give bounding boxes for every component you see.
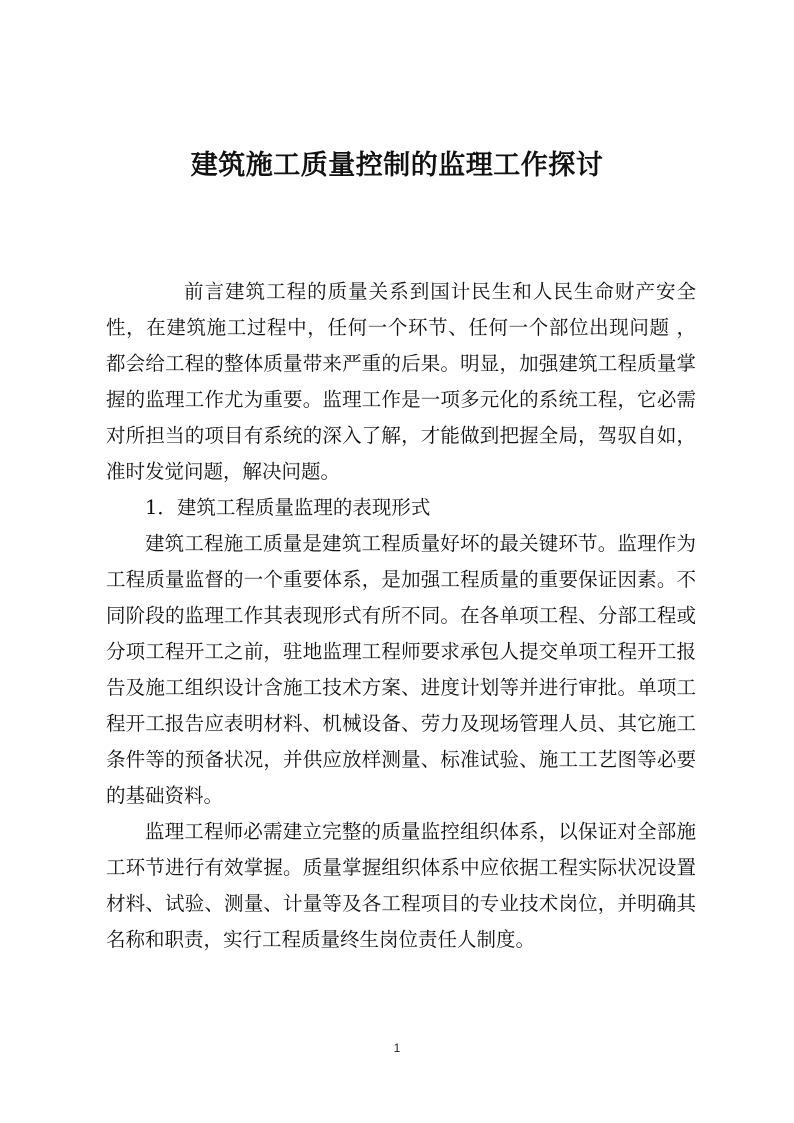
body-paragraph: 建筑工程施工质量是建筑工程质量好坏的最关键环节。监理作为工程质量监督的一个重要体系，是加强工程质量的重要保证因素。不同阶段的监理工作其表现形式有所不同。在各单项工程、分部工程或分项工程开工之前，驻地监理工程师要求承包人提交单项工程开工报告及施工组织设计含施工技术方案、进度计划等并进行审批。单项工程开工报告应表明材料、机械设备、劳力及现场管理人员、其它施工条件等的预备状况，并供应放样测量、标准试验、施工工艺图等必要的基础资料。	[106, 532, 696, 807]
document-body	[106, 274, 696, 958]
page-number: 1	[393, 1041, 401, 1055]
page-title: 建筑施工质量控制的监理工作探讨	[190, 150, 604, 181]
section-heading: 1．建筑工程质量监理的表现形式	[145, 496, 431, 519]
body-paragraph: 监理工程师必需建立完整的质量监控组织体系，以保证对全部施工环节进行有效掌握。质量掌握组织体系中应依据工程实际状况设置材料、试验、测量、计量等及各工程项目的专业技术岗位，并明确其名称和职责，实行工程质量终生岗位责任人制度。	[106, 820, 696, 951]
intro-paragraph: 前言建筑工程的质量关系到国计民生和人民生命财产安全性，在建筑施工过程中，任何一个环节、任何一个部位出现问题 ，都会给工程的整体质量带来严重的后果。明显，加强建筑工程质量掌握的监理工作尤为重要。监理工作是一项多元化的系统工程，它必需对所担当的项目有系统的深入了解，才能做到把握全局，驾驭自如，准时发觉问题，解决问题。	[106, 280, 696, 483]
